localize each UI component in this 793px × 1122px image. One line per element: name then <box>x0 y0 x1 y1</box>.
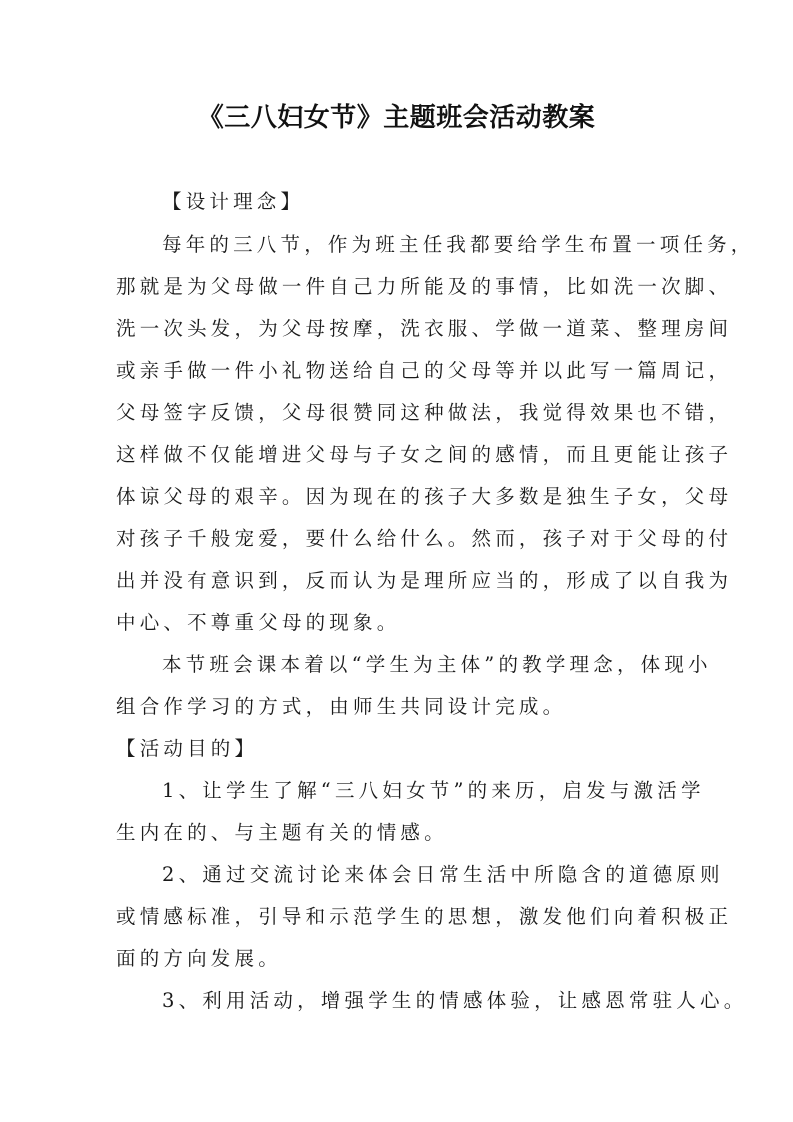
text-line: 组合作学习的方式，由师生共同设计完成。 <box>116 695 567 718</box>
text-line: 父母签字反馈，父母很赞同这种做法，我觉得效果也不错， <box>116 401 733 424</box>
text-line: 体谅父母的艰辛。因为现在的孩子大多数是独生子女，父母 <box>116 485 733 508</box>
text-line: 本节班会课本着以“学生为主体”的教学理念，体现小 <box>162 653 712 676</box>
text-line: 2、通过交流讨论来体会日常生活中所隐含的道德原则 <box>162 863 724 886</box>
text-line: 洗一次头发，为父母按摩，洗衣服、学做一道菜、整理房间 <box>116 317 733 340</box>
text-line: 1、让学生了解“三八妇女节”的来历，启发与激活学 <box>162 779 705 802</box>
text-line: 出并没有意识到，反而认为是理所应当的，形成了以自我为 <box>116 569 733 592</box>
text-line: 中心、不尊重父母的现象。 <box>116 611 401 634</box>
document-title: 《三八妇女节》主题班会活动教案 <box>197 103 596 133</box>
section-heading: 【活动目的】 <box>116 737 259 760</box>
text-line: 面的方向发展。 <box>116 947 282 970</box>
text-line: 每年的三八节，作为班主任我都要给学生布置一项任务， <box>162 233 755 256</box>
text-line: 3、利用活动，增强学生的情感体验，让感恩常驻人心。 <box>162 989 748 1012</box>
text-line: 对孩子千般宠爱，要什么给什么。然而，孩子对于父母的付 <box>116 527 733 550</box>
section-heading: 【设计理念】 <box>162 190 305 213</box>
text-line: 或亲手做一件小礼物送给自己的父母等并以此写一篇周记， <box>116 359 733 382</box>
text-line: 或情感标准，引导和示范学生的思想，激发他们向着积极正 <box>116 905 733 928</box>
text-line: 这样做不仅能增进父母与子女之间的感情，而且更能让孩子 <box>116 443 733 466</box>
text-line: 那就是为父母做一件自己力所能及的事情，比如洗一次脚、 <box>116 275 733 298</box>
text-line: 生内在的、与主题有关的情感。 <box>116 821 448 844</box>
